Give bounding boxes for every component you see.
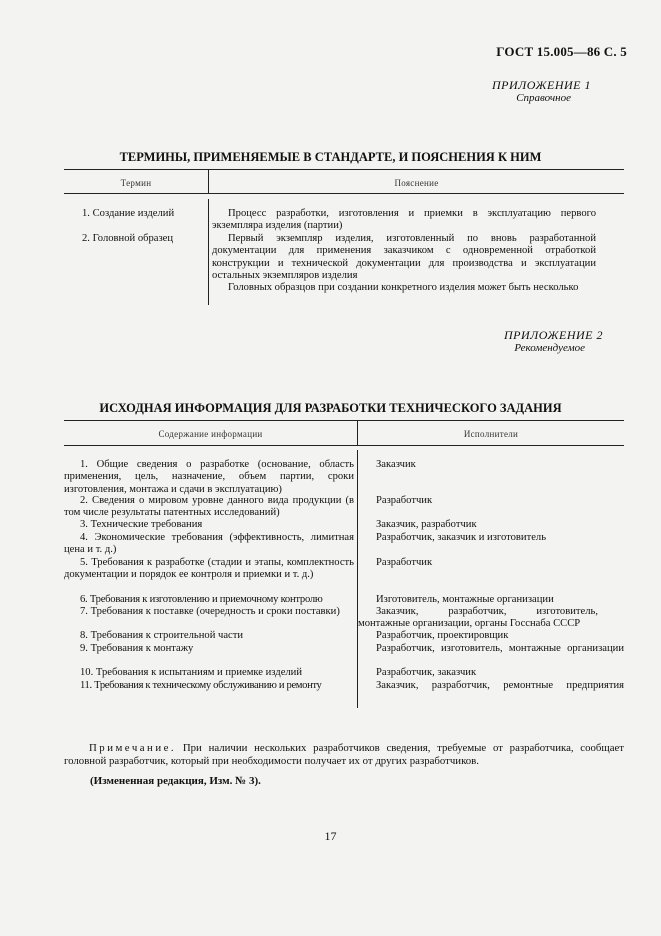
note-label: Примечание. xyxy=(89,742,177,754)
note-text: При наличии нескольких разработчиков сведения, требуемые от разработчика, сообщает головной разработчик, который при необходимости получает их от других разработчиков. xyxy=(64,742,624,767)
info-col-header-content: Содержание информации xyxy=(158,429,263,439)
explanation-extra: Головных образцов при создании конкретного изделия может быть несколько xyxy=(228,282,579,293)
appendix1-title: ПРИЛОЖЕНИЕ 1 xyxy=(492,78,591,92)
info-row-3-content: 3. Технические требования xyxy=(80,519,203,530)
appendix2-subtitle: Рекомендуемое xyxy=(514,342,585,354)
info-row-9-content: 9. Требования к монтажу xyxy=(80,643,194,654)
info-row-5-content: 5. Требования к разработке (стадии и этапы, комплектность документации и порядок ее контроля и приемки и т. д.) xyxy=(64,557,354,581)
info-row-2-performers: Разработчик xyxy=(376,495,433,506)
explanation-1: Процесс разработки, изготовления и приемки в эксплуатацию первого экземпляра изделия (партии) xyxy=(212,208,596,232)
document-code: ГОСТ 15.005—86 С. 5 xyxy=(496,44,627,59)
info-row-8-content: 8. Требования к строительной части xyxy=(80,630,244,641)
appendix2-section-title: ИСХОДНАЯ ИНФОРМАЦИЯ ДЛЯ РАЗРАБОТКИ ТЕХНИЧЕСКОГО ЗАДАНИЯ xyxy=(99,401,562,415)
info-row-3-performers: Заказчик, разработчик xyxy=(376,519,477,530)
info-row-8-performers: Разработчик, проектировщик xyxy=(376,630,509,641)
info-row-11-performers: Заказчик, разработчик, ремонтные предприятия xyxy=(376,680,624,691)
note-paragraph xyxy=(64,742,624,768)
info-row-7-content: 7. Требования к поставке (очередность и сроки поставки) xyxy=(80,606,340,617)
term-2: 2. Головной образец xyxy=(82,233,174,244)
info-row-10-performers: Разработчик, заказчик xyxy=(376,667,477,678)
amendment-note: (Измененная редакция, Изм. № 3). xyxy=(90,775,261,787)
info-row-1-performers: Заказчик xyxy=(376,459,416,470)
info-row-10-content: 10. Требования к испытаниям и приемке изделий xyxy=(80,667,303,678)
appendix1-section-title: ТЕРМИНЫ, ПРИМЕНЯЕМЫЕ В СТАНДАРТЕ, И ПОЯСНЕНИЯ К НИМ xyxy=(119,150,542,164)
term-1: 1. Создание изделий xyxy=(82,208,175,219)
info-row-7-performers: Заказчик, разработчик, изготовитель, монтажные организации, органы Госснаба СССР xyxy=(358,606,598,630)
appendix1-subtitle: Справочное xyxy=(516,92,571,104)
terms-table-body-divider xyxy=(208,199,209,305)
terms-col-header-explanation: Пояснение xyxy=(394,178,439,188)
info-row-4-content: 4. Экономические требования (эффективность, лимитная цена и т. д.) xyxy=(64,532,354,556)
page-number: 17 xyxy=(324,829,337,843)
info-row-2-content: 2. Сведения о мировом уровне данного вида продукции (в том числе результаты патентных исследований) xyxy=(64,495,354,519)
info-row-5-performers: Разработчик xyxy=(376,557,433,568)
info-row-4-performers: Разработчик, заказчик и изготовитель xyxy=(376,532,547,543)
info-row-11-content: 11. Требования к техническому обслуживанию и ремонту xyxy=(80,680,322,691)
info-table-body-divider xyxy=(357,450,358,708)
info-row-1-content: 1. Общие сведения о разработке (основание, область применения, цель, назначение, объем партии, сроки изготовления, монтажа и сдачи в эксплуатацию) xyxy=(64,459,354,495)
info-table-top-rule xyxy=(64,420,624,421)
terms-col-header-term: Термин xyxy=(120,178,152,188)
info-col-header-performers: Исполнители xyxy=(463,429,519,439)
explanation-2: Первый экземпляр изделия, изготовленный по вновь разработанной документации для применения заказчиком с одновременной отработкой конструкции и технической документации для производства и эксплуатации остальных экземпляров изделия xyxy=(212,233,596,281)
appendix2-title: ПРИЛОЖЕНИЕ 2 xyxy=(504,328,603,342)
terms-table-header-rule xyxy=(64,193,624,194)
info-row-6-performers: Изготовитель, монтажные организации xyxy=(376,594,554,605)
info-row-6-content: 6. Требования к изготовлению и приемочному контролю xyxy=(80,594,323,605)
info-row-9-performers: Разработчик, изготовитель, монтажные организации xyxy=(376,643,624,654)
terms-table-top-rule xyxy=(64,169,624,170)
info-table-header-rule xyxy=(64,445,624,446)
